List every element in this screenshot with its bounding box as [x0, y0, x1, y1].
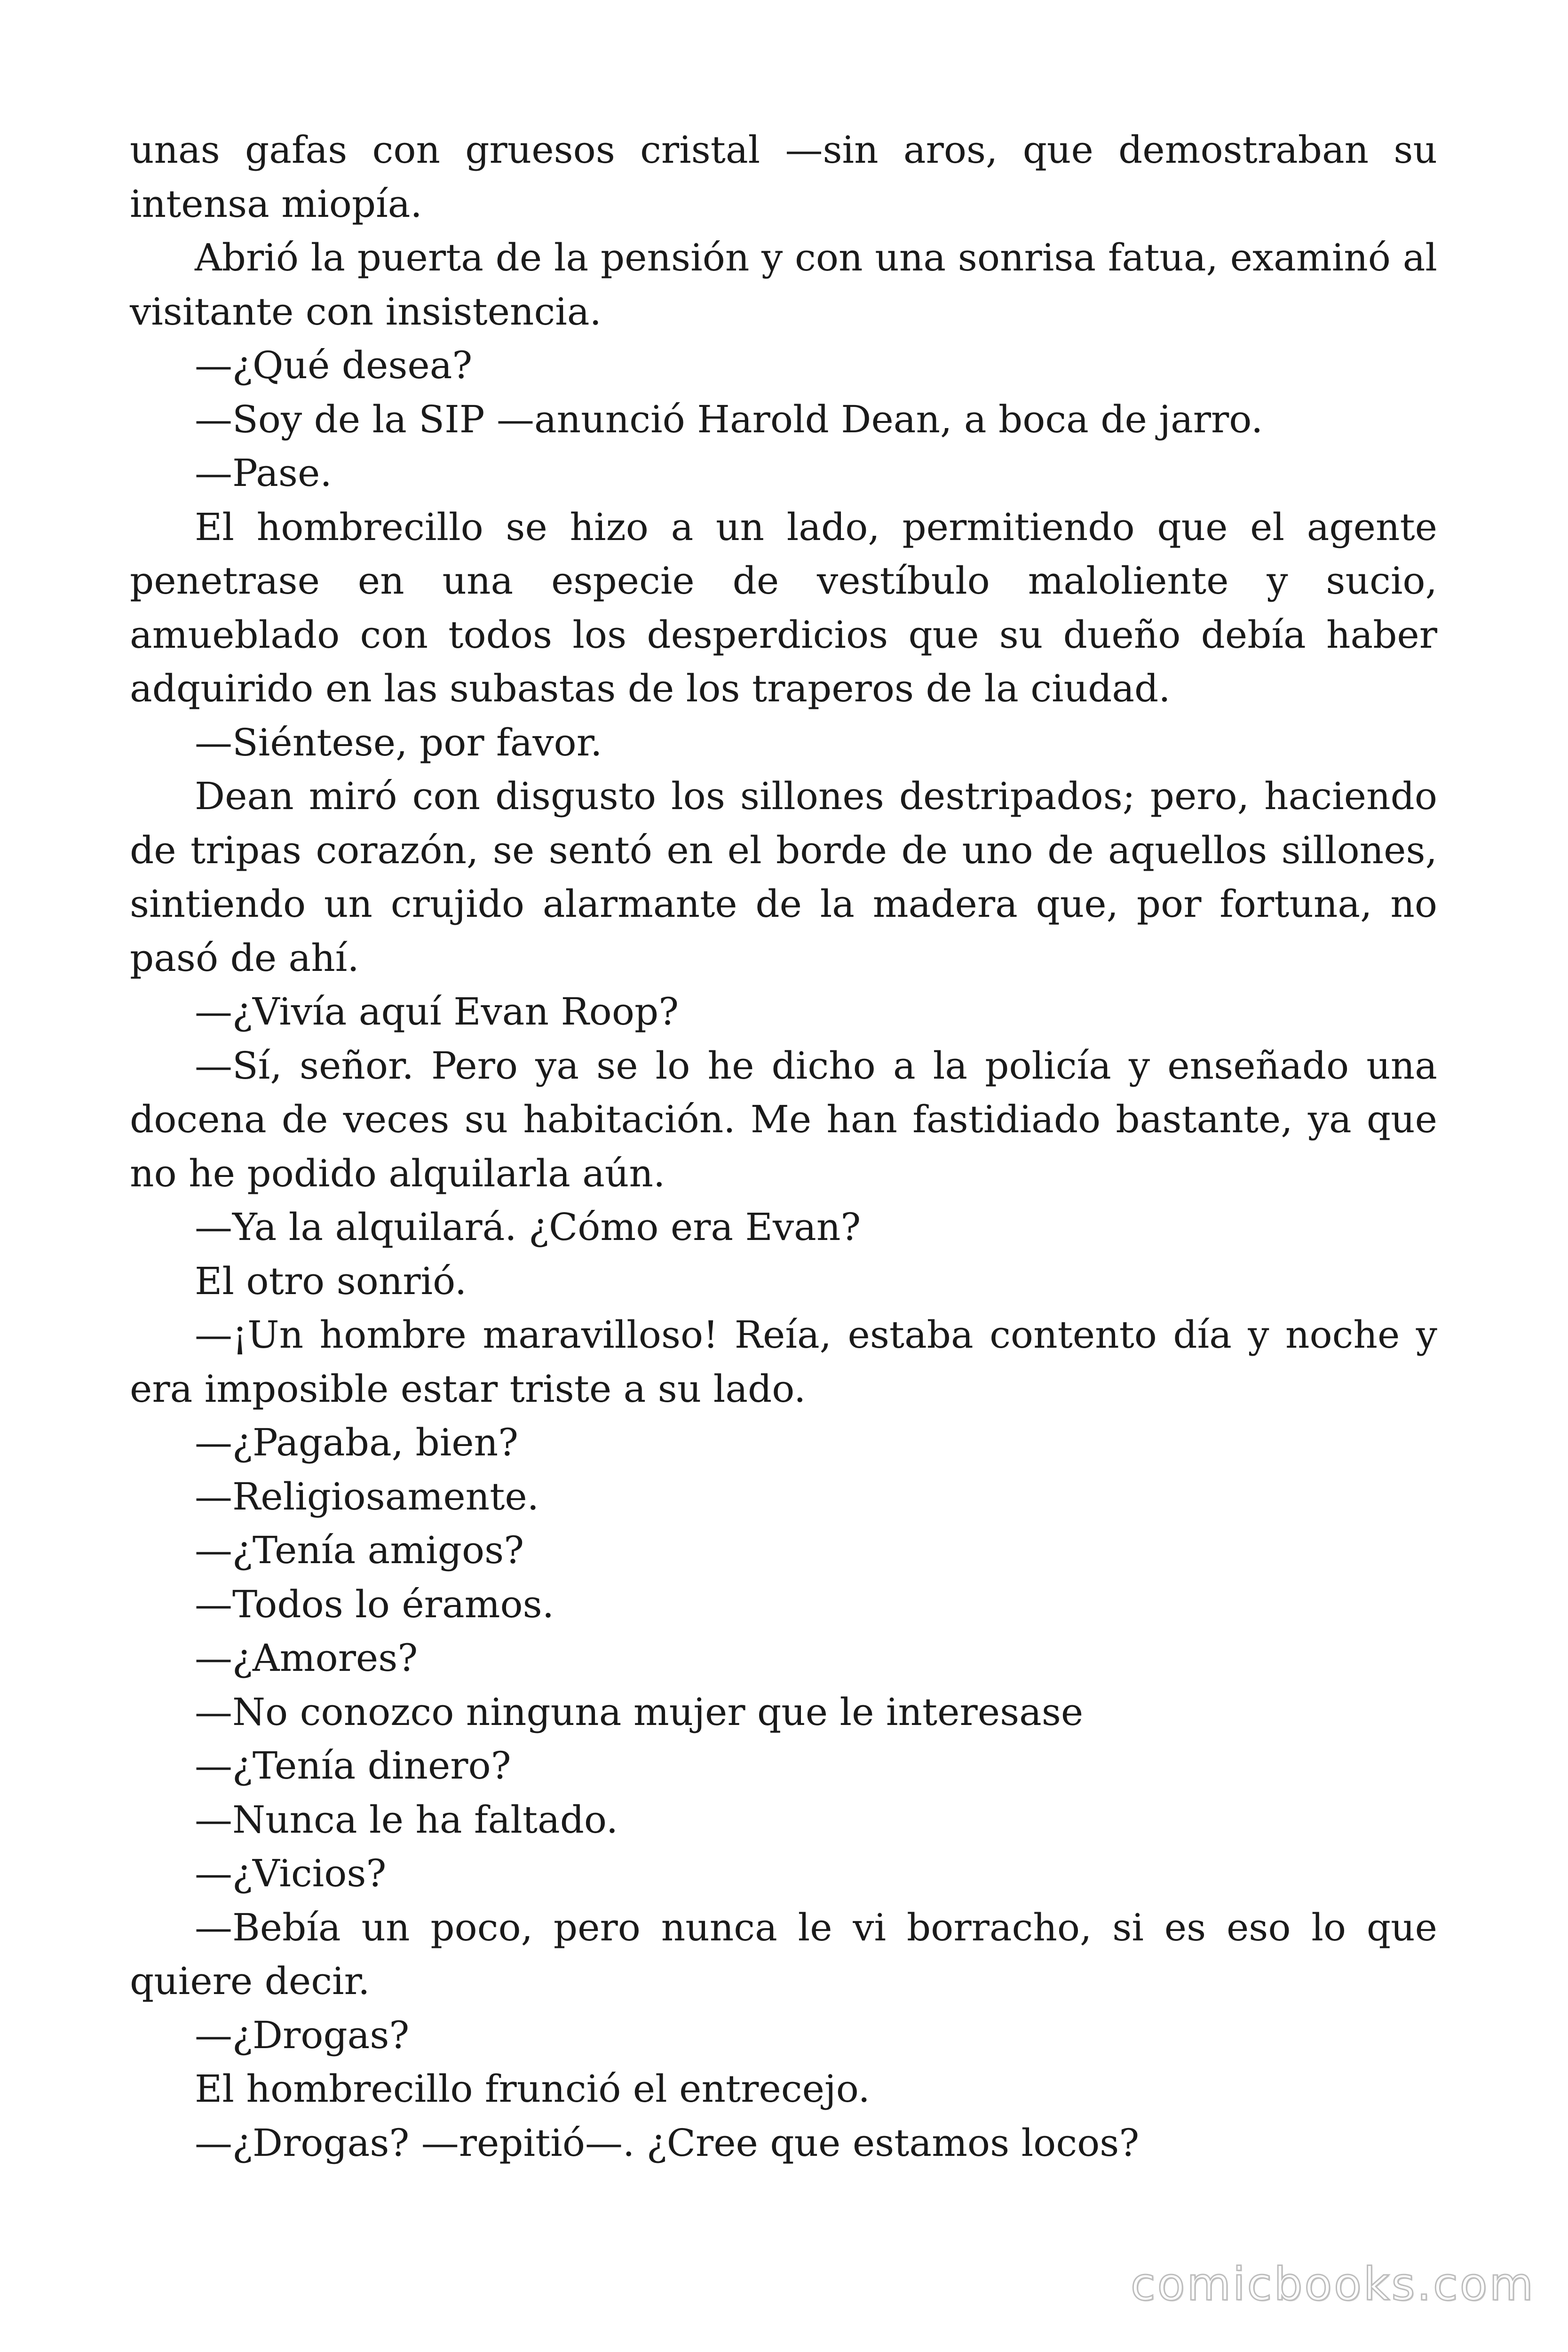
paragraph: —Sí, señor. Pero ya se lo he dicho a la policía y enseñado una docena de veces su habitación. Me han fastidiado bastante, ya que no he podido alquilarla aún. [130, 1043, 1437, 1195]
paragraph: —Soy de la SIP —anunció Harold Dean, a boca de jarro. [195, 397, 1263, 441]
paragraph: —No conozco ninguna mujer que le interesase [195, 1690, 1084, 1734]
paragraph: —¿Drogas? [195, 2013, 410, 2057]
paragraph: —¿Qué desea? [195, 343, 473, 387]
paragraph: El hombrecillo se hizo a un lado, permitiendo que el agente penetrase en una especie de vestíbulo maloliente y sucio, amueblado con todos los desperdicios que su dueño debía haber adquirido en las subastas de los traperos de la ciudad. [130, 505, 1437, 710]
paragraph: —Religiosamente. [195, 1474, 539, 1518]
paragraph: —Todos lo éramos. [195, 1582, 554, 1626]
paragraph: —¡Un hombre maravilloso! Reía, estaba contento día y noche y era imposible estar triste a su lado. [130, 1313, 1437, 1411]
paragraph: El hombrecillo frunció el entrecejo. [195, 2067, 870, 2111]
paragraph: —¿Tenía dinero? [195, 1744, 511, 1788]
paragraph: —Bebía un poco, pero nunca le vi borracho, si es eso lo que quiere decir. [130, 1905, 1437, 2003]
paragraph: unas gafas con gruesos cristal —sin aros, que demostraban su intensa miopía. [130, 128, 1437, 226]
paragraph: —¿Drogas? —repitió—. ¿Cree que estamos locos? [195, 2121, 1140, 2165]
paragraph: —¿Tenía amigos? [195, 1528, 524, 1572]
paragraph: Abrió la puerta de la pensión y con una sonrisa fatua, examinó al visitante con insistencia. [130, 236, 1437, 334]
paragraph: —¿Pagaba, bien? [195, 1421, 519, 1464]
paragraph: —Pase. [195, 451, 332, 495]
paragraph: —Ya la alquilará. ¿Cómo era Evan? [195, 1205, 861, 1249]
paragraph: —Siéntese, por favor. [195, 720, 602, 764]
paragraph: El otro sonrió. [195, 1259, 467, 1303]
paragraph: Dean miró con disgusto los sillones destripados; pero, haciendo de tripas corazón, se sentó en el borde de uno de aquellos sillones, sintiendo un crujido alarmante de la madera que, por fortuna, no pasó de ahí. [130, 774, 1437, 980]
paragraph: —¿Vicios? [195, 1851, 387, 1895]
paragraph: —¿Amores? [195, 1636, 418, 1680]
watermark: comicbooks.com [1130, 2258, 1535, 2311]
paragraph: —¿Vivía aquí Evan Roop? [195, 990, 679, 1033]
paragraph: —Nunca le ha faltado. [195, 1797, 618, 1842]
body-text [130, 123, 1437, 2170]
